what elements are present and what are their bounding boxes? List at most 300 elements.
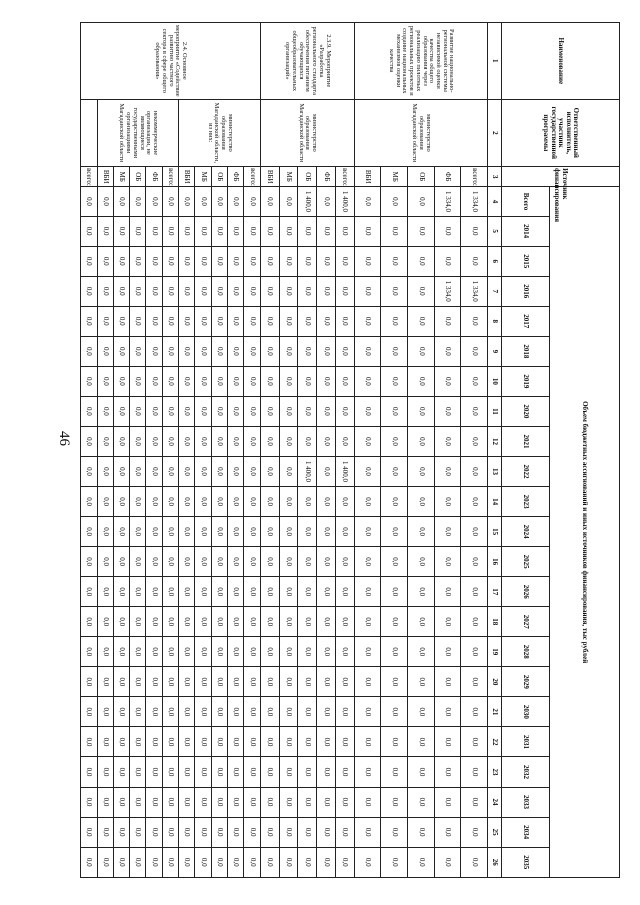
header-index-cell: 9 (488, 336, 502, 366)
value-cell: 0,0 (228, 216, 244, 246)
total-cell: 0,0 (381, 187, 408, 216)
value-cell: 0,0 (130, 547, 146, 577)
header-name: Наименование (502, 23, 620, 100)
value-cell: 0,0 (211, 547, 227, 577)
value-cell: 0,0 (162, 457, 178, 487)
total-cell: 1 334,0 (461, 187, 488, 216)
value-cell: 0,0 (260, 847, 279, 877)
header-index-cell: 2 (488, 99, 502, 167)
value-cell: 0,0 (260, 306, 279, 336)
value-cell: 0,0 (195, 306, 211, 336)
value-cell: 0,0 (211, 426, 227, 456)
value-cell: 0,0 (146, 276, 162, 306)
total-cell: 0,0 (113, 187, 129, 216)
value-cell: 0,0 (260, 757, 279, 787)
header-index-cell: 8 (488, 306, 502, 336)
value-cell: 0,0 (228, 667, 244, 697)
value-cell: 0,0 (179, 727, 195, 757)
value-cell: 0,0 (381, 336, 408, 366)
value-cell: 0,0 (228, 306, 244, 336)
value-cell: 0,0 (335, 306, 354, 336)
value-cell: 0,0 (97, 577, 113, 607)
value-cell: 0,0 (162, 847, 178, 877)
value-cell: 0,0 (97, 547, 113, 577)
value-cell: 1 334,0 (434, 276, 461, 306)
value-cell: 0,0 (381, 637, 408, 667)
value-cell: 0,0 (195, 577, 211, 607)
value-cell: 0,0 (130, 366, 146, 396)
value-cell: 0,0 (146, 366, 162, 396)
value-cell: 0,0 (317, 637, 336, 667)
value-cell: 0,0 (335, 396, 354, 426)
total-cell: 1 334,0 (434, 187, 461, 216)
value-cell: 0,0 (335, 577, 354, 607)
value-cell: 0,0 (298, 306, 317, 336)
value-cell: 0,0 (228, 577, 244, 607)
value-cell: 0,0 (434, 457, 461, 487)
value-cell: 0,0 (97, 457, 113, 487)
value-cell: 0,0 (408, 577, 435, 607)
value-cell: 0,0 (244, 366, 260, 396)
value-cell: 0,0 (461, 547, 488, 577)
value-cell: 0,0 (130, 457, 146, 487)
value-cell: 0,0 (354, 366, 381, 396)
value-cell: 0,0 (113, 727, 129, 757)
total-cell: 0,0 (279, 187, 298, 216)
value-cell: 0,0 (434, 727, 461, 757)
value-cell: 0,0 (317, 336, 336, 366)
value-cell: 0,0 (279, 306, 298, 336)
value-cell: 0,0 (211, 757, 227, 787)
value-cell: 0,0 (354, 817, 381, 847)
value-cell: 0,0 (461, 757, 488, 787)
value-cell: 0,0 (260, 547, 279, 577)
value-cell: 0,0 (179, 577, 195, 607)
value-cell: 0,0 (317, 366, 336, 396)
header-year: 2034 (502, 817, 550, 847)
table-row (81, 23, 98, 878)
value-cell: 0,0 (298, 847, 317, 877)
value-cell: 0,0 (434, 216, 461, 246)
value-cell: 0,0 (211, 276, 227, 306)
value-cell: 0,0 (179, 517, 195, 547)
value-cell: 0,0 (408, 817, 435, 847)
header-index-cell: 4 (488, 187, 502, 216)
total-cell: 0,0 (130, 187, 146, 216)
value-cell: 1 334,0 (461, 276, 488, 306)
value-cell: 0,0 (317, 216, 336, 246)
funding-table (80, 22, 620, 878)
value-cell: 0,0 (335, 697, 354, 727)
value-cell: 0,0 (113, 607, 129, 637)
header-year: 2024 (502, 517, 550, 547)
header-year: 2032 (502, 757, 550, 787)
value-cell: 0,0 (179, 787, 195, 817)
value-cell: 0,0 (113, 847, 129, 877)
value-cell: 0,0 (162, 757, 178, 787)
value-cell: 0,0 (260, 366, 279, 396)
value-cell: 0,0 (130, 727, 146, 757)
value-cell: 0,0 (97, 757, 113, 787)
row-executor (81, 99, 98, 167)
value-cell: 0,0 (408, 667, 435, 697)
value-cell: 0,0 (113, 396, 129, 426)
value-cell: 0,0 (408, 697, 435, 727)
value-cell: 0,0 (113, 667, 129, 697)
value-cell: 0,0 (228, 727, 244, 757)
total-cell: 0,0 (179, 187, 195, 216)
value-cell: 0,0 (260, 216, 279, 246)
value-cell: 0,0 (97, 426, 113, 456)
value-cell: 0,0 (461, 336, 488, 366)
value-cell: 0,0 (179, 547, 195, 577)
value-cell: 0,0 (298, 637, 317, 667)
value-cell: 0,0 (113, 276, 129, 306)
value-cell: 0,0 (97, 336, 113, 366)
value-cell: 0,0 (195, 547, 211, 577)
row-executor: министерство образования Магаданской области (260, 99, 354, 167)
value-cell: 0,0 (408, 366, 435, 396)
value-cell: 0,0 (195, 697, 211, 727)
header-year: 2028 (502, 637, 550, 667)
value-cell: 0,0 (381, 426, 408, 456)
value-cell: 0,0 (381, 697, 408, 727)
value-cell: 0,0 (244, 246, 260, 276)
value-cell: 0,0 (146, 727, 162, 757)
value-cell: 0,0 (81, 607, 98, 637)
source-cell: ОБ (211, 167, 227, 187)
value-cell: 0,0 (162, 607, 178, 637)
value-cell: 0,0 (146, 787, 162, 817)
value-cell: 0,0 (434, 847, 461, 877)
source-cell: ВБИ (179, 167, 195, 187)
value-cell: 0,0 (335, 787, 354, 817)
value-cell: 0,0 (211, 396, 227, 426)
value-cell: 0,0 (461, 787, 488, 817)
value-cell: 0,0 (228, 607, 244, 637)
header-index-cell: 17 (488, 577, 502, 607)
header-index-cell: 21 (488, 697, 502, 727)
value-cell: 0,0 (195, 667, 211, 697)
header-index-cell: 10 (488, 366, 502, 396)
value-cell: 0,0 (244, 457, 260, 487)
header-year: 2031 (502, 727, 550, 757)
value-cell: 0,0 (179, 847, 195, 877)
value-cell: 0,0 (195, 246, 211, 276)
value-cell: 0,0 (298, 757, 317, 787)
value-cell: 0,0 (244, 667, 260, 697)
value-cell: 0,0 (162, 336, 178, 366)
value-cell: 0,0 (408, 847, 435, 877)
value-cell: 0,0 (298, 787, 317, 817)
value-cell: 0,0 (195, 396, 211, 426)
value-cell: 0,0 (162, 517, 178, 547)
value-cell: 0,0 (113, 216, 129, 246)
header-index-cell: 11 (488, 396, 502, 426)
source-cell: МБ (279, 167, 298, 187)
value-cell: 0,0 (146, 246, 162, 276)
value-cell: 0,0 (461, 306, 488, 336)
value-cell: 0,0 (244, 637, 260, 667)
header-executor: Ответственный исполнитель, участник государственной программы (502, 99, 620, 167)
value-cell: 0,0 (228, 336, 244, 366)
value-cell: 0,0 (97, 787, 113, 817)
value-cell: 0,0 (381, 577, 408, 607)
value-cell: 0,0 (381, 246, 408, 276)
value-cell: 0,0 (195, 336, 211, 366)
row-executor: министерство образования Магаданской области, из них: (179, 99, 261, 167)
value-cell: 0,0 (317, 787, 336, 817)
value-cell: 0,0 (228, 276, 244, 306)
table-header (488, 23, 620, 878)
value-cell: 0,0 (381, 276, 408, 306)
value-cell: 0,0 (81, 306, 98, 336)
value-cell: 0,0 (146, 336, 162, 366)
value-cell: 0,0 (317, 577, 336, 607)
value-cell: 0,0 (162, 727, 178, 757)
table-row (162, 23, 178, 878)
value-cell: 0,0 (461, 517, 488, 547)
value-cell: 0,0 (408, 396, 435, 426)
value-cell: 0,0 (260, 727, 279, 757)
value-cell: 0,0 (335, 517, 354, 547)
total-cell: 0,0 (211, 187, 227, 216)
value-cell: 0,0 (298, 246, 317, 276)
source-cell: ФБ (228, 167, 244, 187)
value-cell: 0,0 (279, 637, 298, 667)
value-cell: 0,0 (97, 637, 113, 667)
value-cell: 0,0 (146, 577, 162, 607)
source-cell: МБ (113, 167, 129, 187)
source-cell: ФБ (146, 167, 162, 187)
value-cell: 0,0 (195, 637, 211, 667)
value-cell: 0,0 (81, 577, 98, 607)
value-cell: 0,0 (354, 547, 381, 577)
value-cell: 0,0 (434, 637, 461, 667)
value-cell: 0,0 (381, 787, 408, 817)
value-cell: 0,0 (179, 216, 195, 246)
value-cell: 0,0 (317, 757, 336, 787)
value-cell: 0,0 (179, 396, 195, 426)
value-cell: 0,0 (228, 366, 244, 396)
value-cell: 0,0 (81, 426, 98, 456)
value-cell: 0,0 (179, 487, 195, 517)
value-cell: 0,0 (162, 366, 178, 396)
value-cell: 0,0 (211, 336, 227, 366)
value-cell: 0,0 (228, 787, 244, 817)
value-cell: 0,0 (260, 607, 279, 637)
value-cell: 0,0 (179, 276, 195, 306)
value-cell: 0,0 (195, 787, 211, 817)
value-cell: 0,0 (279, 517, 298, 547)
value-cell: 0,0 (434, 517, 461, 547)
header-year: 2033 (502, 787, 550, 817)
header-index-cell: 14 (488, 487, 502, 517)
value-cell: 0,0 (162, 817, 178, 847)
value-cell: 0,0 (298, 577, 317, 607)
value-cell: 0,0 (113, 487, 129, 517)
header-index-cell: 1 (488, 23, 502, 100)
value-cell: 0,0 (408, 487, 435, 517)
value-cell: 0,0 (162, 637, 178, 667)
value-cell: 0,0 (97, 697, 113, 727)
table-row (244, 23, 260, 878)
value-cell: 0,0 (335, 667, 354, 697)
value-cell: 0,0 (146, 306, 162, 336)
value-cell: 0,0 (434, 577, 461, 607)
source-cell: ФБ (434, 167, 461, 187)
value-cell: 0,0 (354, 847, 381, 877)
value-cell: 0,0 (381, 216, 408, 246)
value-cell: 0,0 (179, 667, 195, 697)
value-cell: 0,0 (354, 457, 381, 487)
value-cell: 0,0 (260, 426, 279, 456)
value-cell: 0,0 (335, 637, 354, 667)
value-cell: 0,0 (434, 607, 461, 637)
value-cell: 0,0 (461, 667, 488, 697)
value-cell: 0,0 (298, 426, 317, 456)
value-cell: 0,0 (97, 727, 113, 757)
value-cell: 0,0 (408, 757, 435, 787)
value-cell: 0,0 (279, 487, 298, 517)
header-volume: Объем бюджетных ассигнований и иных источников финансирования, тыс рублей (550, 187, 620, 878)
header-year: 2016 (502, 276, 550, 306)
value-cell: 0,0 (381, 487, 408, 517)
header-year: 2018 (502, 336, 550, 366)
header-index-cell: 15 (488, 517, 502, 547)
value-cell: 0,0 (130, 426, 146, 456)
value-cell: 0,0 (179, 637, 195, 667)
value-cell: 0,0 (354, 697, 381, 727)
value-cell: 0,0 (244, 577, 260, 607)
value-cell: 0,0 (461, 697, 488, 727)
value-cell: 0,0 (354, 396, 381, 426)
value-cell: 0,0 (434, 336, 461, 366)
total-cell: 0,0 (317, 187, 336, 216)
value-cell: 0,0 (81, 787, 98, 817)
value-cell: 0,0 (113, 517, 129, 547)
header-year: 2017 (502, 306, 550, 336)
value-cell: 0,0 (461, 577, 488, 607)
value-cell: 0,0 (381, 517, 408, 547)
value-cell: 0,0 (130, 847, 146, 877)
value-cell: 0,0 (244, 276, 260, 306)
value-cell: 0,0 (260, 817, 279, 847)
value-cell: 0,0 (97, 366, 113, 396)
value-cell: 0,0 (434, 547, 461, 577)
value-cell: 0,0 (97, 246, 113, 276)
value-cell: 0,0 (195, 216, 211, 246)
value-cell: 0,0 (130, 607, 146, 637)
source-cell: ОБ (408, 167, 435, 187)
value-cell: 0,0 (195, 727, 211, 757)
value-cell: 0,0 (228, 637, 244, 667)
value-cell: 0,0 (354, 577, 381, 607)
value-cell: 0,0 (211, 216, 227, 246)
value-cell: 0,0 (146, 426, 162, 456)
value-cell: 0,0 (228, 426, 244, 456)
value-cell: 0,0 (434, 697, 461, 727)
value-cell: 0,0 (113, 426, 129, 456)
value-cell: 0,0 (279, 216, 298, 246)
header-index-cell: 16 (488, 547, 502, 577)
value-cell: 0,0 (179, 246, 195, 276)
page-number: 46 (56, 431, 72, 446)
value-cell: 0,0 (211, 577, 227, 607)
value-cell: 0,0 (146, 697, 162, 727)
value-cell: 0,0 (179, 697, 195, 727)
value-cell: 0,0 (260, 577, 279, 607)
value-cell: 0,0 (354, 487, 381, 517)
value-cell: 0,0 (354, 246, 381, 276)
value-cell: 0,0 (260, 637, 279, 667)
header-index-cell: 12 (488, 426, 502, 456)
header-source: Источник финансирования (502, 167, 620, 187)
value-cell: 0,0 (81, 847, 98, 877)
value-cell: 0,0 (279, 396, 298, 426)
value-cell: 0,0 (408, 727, 435, 757)
value-cell: 0,0 (113, 306, 129, 336)
value-cell: 0,0 (113, 547, 129, 577)
value-cell: 0,0 (81, 457, 98, 487)
value-cell: 0,0 (434, 366, 461, 396)
value-cell: 0,0 (298, 547, 317, 577)
value-cell: 0,0 (408, 336, 435, 366)
value-cell: 0,0 (434, 246, 461, 276)
value-cell: 0,0 (461, 727, 488, 757)
value-cell: 0,0 (408, 607, 435, 637)
value-cell: 0,0 (211, 607, 227, 637)
value-cell: 0,0 (408, 246, 435, 276)
value-cell: 0,0 (130, 246, 146, 276)
value-cell: 0,0 (130, 787, 146, 817)
value-cell: 0,0 (162, 426, 178, 456)
source-cell: МБ (195, 167, 211, 187)
value-cell: 0,0 (317, 547, 336, 577)
header-index-cell: 22 (488, 727, 502, 757)
value-cell: 0,0 (381, 457, 408, 487)
value-cell: 0,0 (81, 817, 98, 847)
value-cell: 0,0 (335, 246, 354, 276)
value-cell: 0,0 (408, 637, 435, 667)
value-cell: 0,0 (146, 847, 162, 877)
value-cell: 0,0 (97, 817, 113, 847)
value-cell: 0,0 (244, 487, 260, 517)
value-cell: 0,0 (244, 697, 260, 727)
header-year: 2021 (502, 426, 550, 456)
value-cell: 0,0 (146, 607, 162, 637)
value-cell: 0,0 (81, 547, 98, 577)
value-cell: 0,0 (244, 787, 260, 817)
row-name: 2.3.9. Мероприятие «Разработка регионального стандарта обеспечения питанием обучающихся общеобразовательных организаций» (260, 23, 354, 100)
value-cell: 0,0 (335, 817, 354, 847)
value-cell: 0,0 (130, 216, 146, 246)
header-index-cell: 13 (488, 457, 502, 487)
value-cell: 0,0 (408, 276, 435, 306)
value-cell: 0,0 (113, 246, 129, 276)
value-cell: 0,0 (298, 667, 317, 697)
total-cell: 1 400,0 (335, 187, 354, 216)
value-cell: 0,0 (146, 757, 162, 787)
table-body (81, 23, 488, 878)
total-cell: 0,0 (81, 187, 98, 216)
value-cell: 0,0 (279, 817, 298, 847)
value-cell: 0,0 (162, 547, 178, 577)
source-cell: ОБ (298, 167, 317, 187)
header-year: 2029 (502, 667, 550, 697)
value-cell: 0,0 (335, 757, 354, 787)
value-cell: 0,0 (335, 487, 354, 517)
